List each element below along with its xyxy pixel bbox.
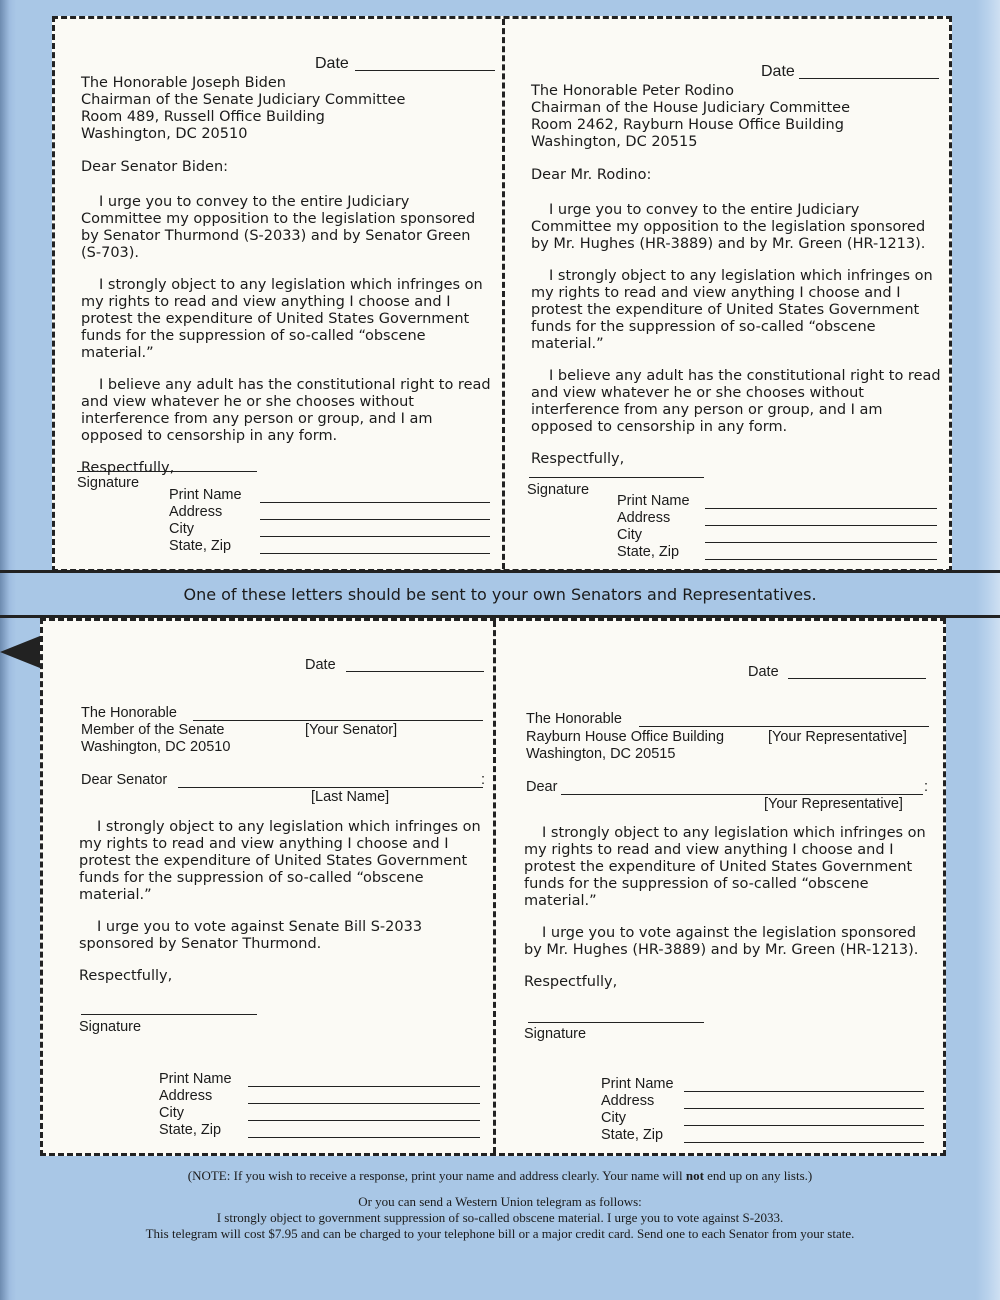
colon: : [924,779,929,795]
city-field[interactable] [684,1125,924,1126]
address-label: Address [617,510,671,526]
state-zip-label: State, Zip [169,538,232,554]
paragraph: I strongly object to any legislation which infringes on my rights to read and view anything I choose and I protest the expenditure of United States Government funds for the suppression of so-called “obscene material.” [81,277,483,361]
date-field[interactable] [346,671,484,672]
telegram-line: Or you can send a Western Union telegram as follows: [358,1194,642,1209]
addressee-line: Washington, DC 20515 [531,134,698,150]
address-line: Member of the Senate [81,722,225,738]
salutation: Dear Senator [81,772,168,788]
letter-rodino [505,19,952,569]
addressee-line: Room 2462, Rayburn House Office Building [531,117,844,133]
signature-line[interactable] [528,1022,704,1023]
address-field[interactable] [705,525,937,526]
print-name-label: Print Name [169,487,242,503]
colon: : [481,772,486,788]
footer-note [0,1168,1000,1184]
addressee-line: Chairman of the House Judiciary Committee [531,100,851,116]
closing: Respectfully, [524,974,618,990]
note-emphasis: not [685,1168,704,1183]
addressee-line: The Honorable Peter Rodino [531,83,734,99]
honorable-label: The Honorable [526,711,622,727]
last-name-caption: [Last Name] [311,789,390,805]
your-senator-caption: [Your Senator] [305,722,398,738]
telegram-instructions [0,1194,1000,1242]
date-label: Date [305,657,336,673]
addressee-line: Room 489, Russell Office Building [81,109,325,125]
instruction-banner [0,570,1000,618]
last-name-field[interactable] [178,787,483,788]
letter-your-representative [496,621,946,1153]
your-representative-caption: [Your Representative] [768,729,907,745]
date-field[interactable] [799,78,939,79]
city-label: City [601,1110,626,1126]
date-label: Date [761,63,795,80]
date-field[interactable] [788,678,926,679]
closing: Respectfully, [79,968,173,984]
addressee-line: Washington, DC 20510 [81,126,248,142]
print-name-label: Print Name [617,493,690,509]
print-name-field[interactable] [684,1091,924,1092]
paragraph: I believe any adult has the constitutional right to read and view whatever he or she chooses without interference from any person or group, and I am opposed to censorship in any form. [81,377,491,444]
signature-label: Signature [524,1026,587,1042]
addressee-line: The Honorable Joseph Biden [81,75,286,91]
date-label: Date [748,664,779,680]
your-representative-caption: [Your Representative] [764,796,903,812]
senator-name-field[interactable] [193,720,483,721]
paragraph: I urge you to vote against the legislation sponsored by Mr. Hughes (HR-3889) and by Mr. Green (HR-1213). [524,925,919,958]
paragraph: I strongly object to any legislation which infringes on my rights to read and view anything I choose and I protest the expenditure of United States Government funds for the suppression of so-called “obscene material.” [79,819,481,903]
top-letter-coupon [52,16,952,572]
address-label: Address [159,1088,213,1104]
print-name-field[interactable] [260,502,490,503]
address-field[interactable] [248,1103,480,1104]
signature-label: Signature [79,1019,142,1035]
address-field[interactable] [684,1108,924,1109]
representative-name-field[interactable] [639,726,929,727]
arrow-pointer-icon [0,636,40,668]
bottom-letter-coupon [40,618,946,1156]
closing: Respectfully, [531,451,625,467]
signature-line[interactable] [529,477,704,478]
city-field[interactable] [705,542,937,543]
paragraph: I strongly object to any legislation which infringes on my rights to read and view anything I choose and I protest the expenditure of United States Government funds for the suppression of so-called “obscene material.” [524,825,926,909]
print-name-label: Print Name [601,1076,674,1092]
state-zip-field[interactable] [684,1142,924,1143]
address-label: Address [601,1093,655,1109]
city-field[interactable] [260,536,490,537]
telegram-cost: This telegram will cost $7.95 and can be charged to your telephone bill or a major credit card. Send one to each Senator from your state. [145,1226,855,1241]
paragraph: I strongly object to any legislation which infringes on my rights to read and view anything I choose and I protest the expenditure of United States Government funds for the suppression of so-called “obscene material.” [531,268,933,352]
note-text: (NOTE: If you wish to receive a response, print your name and address clearly. Your name will [187,1168,686,1183]
addressee-line: Chairman of the Senate Judiciary Committee [81,92,406,108]
address-line: Washington, DC 20515 [526,746,676,762]
signature-line[interactable] [77,471,257,472]
address-line: Rayburn House Office Building [526,729,725,745]
page-edge [976,0,1000,1300]
city-label: City [617,527,642,543]
address-field[interactable] [260,519,490,520]
city-field[interactable] [248,1120,480,1121]
date-label: Date [315,55,349,72]
state-zip-field[interactable] [705,559,937,560]
paragraph: I believe any adult has the constitutional right to read and view whatever he or she chooses without interference from any person or group, and I am opposed to censorship in any form. [531,368,941,435]
signature-line[interactable] [81,1014,257,1015]
address-label: Address [169,504,223,520]
print-name-field[interactable] [705,508,937,509]
state-zip-label: State, Zip [617,544,680,560]
state-zip-label: State, Zip [159,1122,222,1138]
paragraph: I urge you to vote against Senate Bill S-2033 sponsored by Senator Thurmond. [79,919,423,952]
state-zip-field[interactable] [260,553,490,554]
salutation: Dear [526,779,558,795]
letter-biden [55,19,505,569]
state-zip-label: State, Zip [601,1127,664,1143]
letter-your-senator [43,621,496,1153]
closing: Respectfully, [81,460,175,476]
city-label: City [169,521,194,537]
address-line: Washington, DC 20510 [81,739,231,755]
signature-label: Signature [527,482,590,498]
salutation: Dear Mr. Rodino: [531,167,652,183]
signature-label: Signature [77,475,140,491]
paragraph: I urge you to convey to the entire Judiciary Committee my opposition to the legislation sponsored by Senator Thurmond (S-2033) and by Senator Green (S-703). [81,194,476,261]
paragraph: I urge you to convey to the entire Judiciary Committee my opposition to the legislation sponsored by Mr. Hughes (HR-3889) and by Mr. Green (HR-1213). [531,202,926,252]
city-label: City [159,1105,184,1121]
telegram-message: I strongly object to government suppression of so-called obscene material. I urge you to vote against S-2033. [216,1210,784,1225]
date-field[interactable] [355,70,495,71]
print-name-label: Print Name [159,1071,232,1087]
representative-last-name-field[interactable] [561,794,923,795]
state-zip-field[interactable] [248,1137,480,1138]
print-name-field[interactable] [248,1086,480,1087]
salutation: Dear Senator Biden: [81,159,229,175]
note-text-end: end up on any lists.) [703,1168,813,1183]
banner-text: One of these letters should be sent to your own Senators and Representatives. [183,584,817,604]
honorable-label: The Honorable [81,705,177,721]
